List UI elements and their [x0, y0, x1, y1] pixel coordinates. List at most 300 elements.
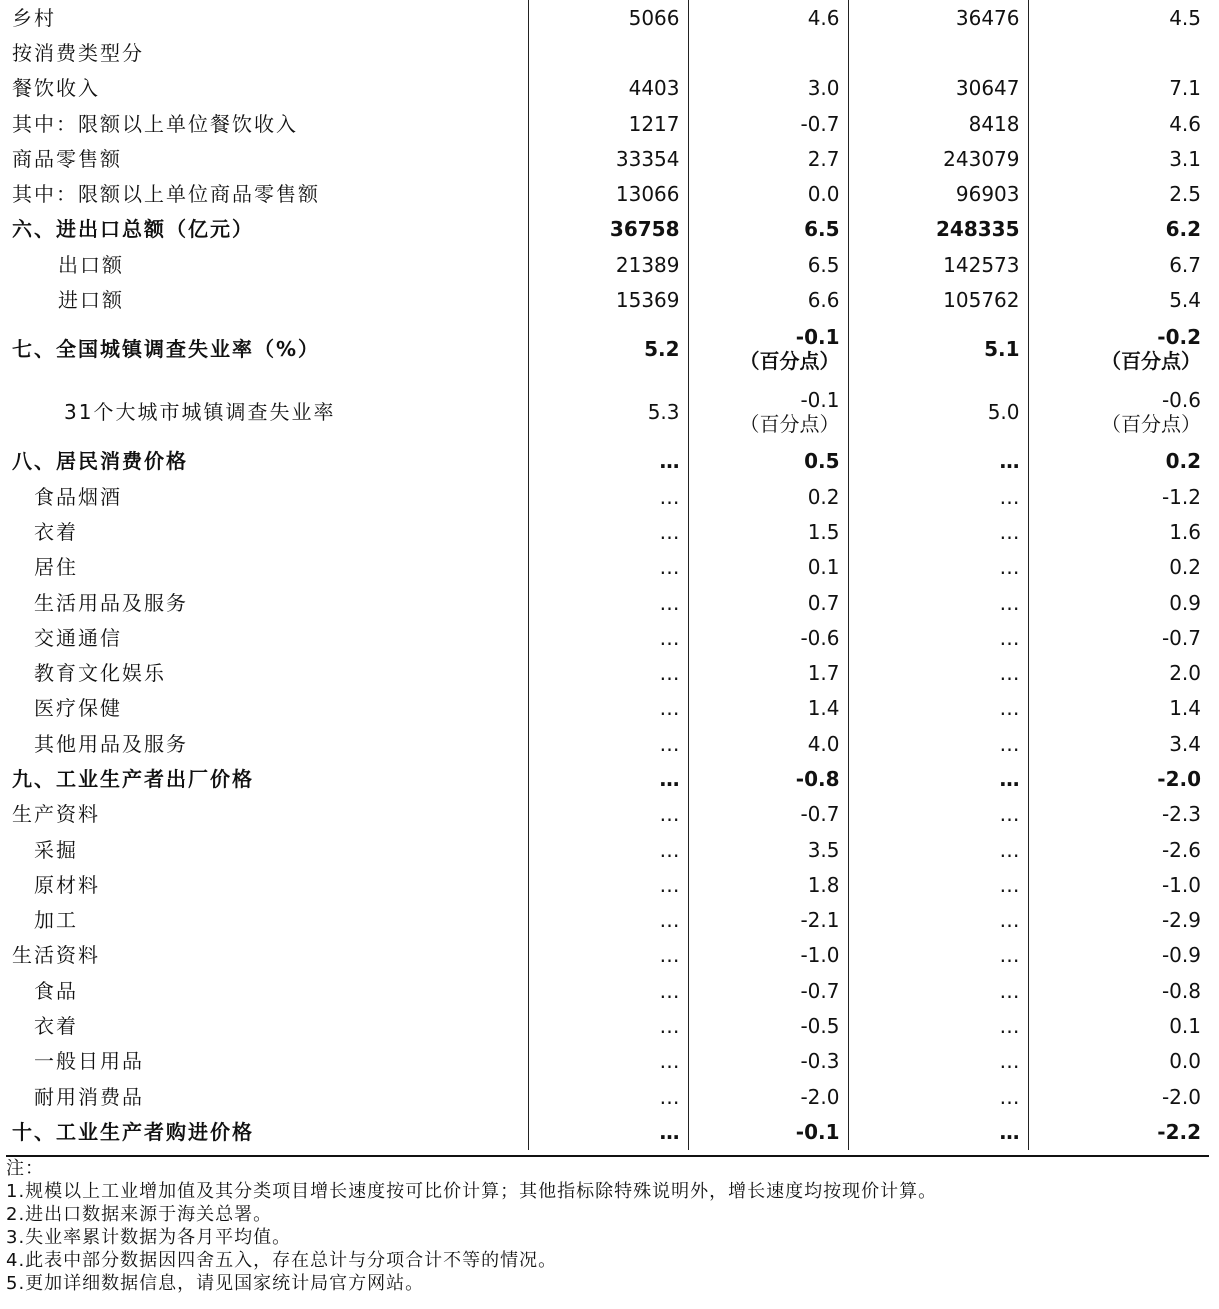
- value-cell-v2: [688, 444, 848, 479]
- value-cell-v2: [688, 381, 848, 444]
- cell-value: 4.5: [1169, 5, 1201, 30]
- cell-value: -0.7: [800, 802, 840, 827]
- cell-value: …: [659, 908, 680, 933]
- row-label: 衣着: [34, 519, 78, 544]
- table-row: [6, 282, 1209, 317]
- value-cell-v4: [1028, 585, 1209, 620]
- value-cell-v3: [848, 282, 1028, 317]
- cell-value: -2.2: [1157, 1119, 1201, 1144]
- value-cell-v1: [528, 973, 688, 1008]
- value-cell-v4: [1028, 1079, 1209, 1114]
- cell-value: …: [999, 661, 1020, 686]
- value-cell-v3: [848, 585, 1028, 620]
- value-cell-v1: [528, 444, 688, 479]
- cell-value: -0.1: [795, 1119, 840, 1144]
- cell-value: …: [999, 1084, 1020, 1109]
- cell-value: 0.1: [807, 555, 840, 580]
- value-cell-v1: [528, 655, 688, 690]
- table-row: [6, 212, 1209, 247]
- cell-unit-note: （百分点）: [739, 412, 840, 437]
- value-cell-v4: [1028, 761, 1209, 796]
- cell-value: 2.7: [807, 146, 840, 171]
- cell-value: -2.0: [1157, 766, 1201, 791]
- cell-value: …: [659, 519, 680, 544]
- cell-value: …: [999, 555, 1020, 580]
- value-cell-v2: [688, 550, 848, 585]
- table-row: [6, 381, 1209, 444]
- table-row: [6, 726, 1209, 761]
- cell-value: 0.0: [1169, 1049, 1201, 1074]
- cell-value: -2.9: [1161, 908, 1201, 933]
- cell-value: 3.5: [807, 837, 840, 862]
- cell-value: 5.4: [1169, 288, 1201, 313]
- cell-value: 3.1: [1169, 146, 1201, 171]
- cell-value: …: [999, 484, 1020, 509]
- value-cell-v2: [688, 71, 848, 106]
- value-cell-v4: [1028, 318, 1209, 381]
- cell-value: 21389: [615, 252, 680, 277]
- table-row: [6, 514, 1209, 549]
- value-cell-v1: [528, 797, 688, 832]
- cell-value: -0.6: [800, 625, 840, 650]
- cell-value: …: [999, 908, 1020, 933]
- row-label: 七、全国城镇调查失业率（%）: [12, 337, 321, 362]
- table-row: [6, 1044, 1209, 1079]
- value-cell-v3: [848, 0, 1028, 35]
- cell-value: 3.0: [807, 76, 840, 101]
- cell-value: …: [999, 1014, 1020, 1039]
- cell-value: …: [999, 731, 1020, 756]
- value-cell-v2: [688, 655, 848, 690]
- cell-value: -0.6: [1161, 388, 1201, 413]
- value-cell-v2: [688, 318, 848, 381]
- value-cell-v4: [1028, 1114, 1209, 1149]
- value-cell-v3: [848, 1114, 1028, 1149]
- cell-value: 5.1: [984, 337, 1020, 362]
- statistics-table: [6, 0, 1209, 1150]
- table-row: [6, 691, 1209, 726]
- value-cell-v2: [688, 479, 848, 514]
- value-cell-v1: [528, 620, 688, 655]
- cell-value: 13066: [615, 182, 680, 207]
- value-cell-v4: [1028, 620, 1209, 655]
- value-cell-v4: [1028, 832, 1209, 867]
- cell-value: -2.6: [1161, 837, 1201, 862]
- row-label: 原材料: [34, 872, 100, 897]
- value-cell-v3: [848, 761, 1028, 796]
- row-label: 其他用品及服务: [34, 731, 188, 756]
- value-cell-v3: [848, 35, 1028, 70]
- value-cell-v3: [848, 655, 1028, 690]
- value-cell-v1: [528, 585, 688, 620]
- value-cell-v2: [688, 938, 848, 973]
- cell-value: -2.3: [1161, 802, 1201, 827]
- cell-value: …: [659, 943, 680, 968]
- table-row: [6, 71, 1209, 106]
- cell-value: 1.8: [807, 872, 840, 897]
- row-label: 其中：限额以上单位商品零售额: [12, 182, 320, 207]
- value-cell-v3: [848, 212, 1028, 247]
- cell-value: …: [999, 943, 1020, 968]
- cell-value: 0.2: [807, 484, 840, 509]
- value-cell-v4: [1028, 550, 1209, 585]
- table-row: [6, 0, 1209, 35]
- value-cell-v4: [1028, 282, 1209, 317]
- value-cell-v1: [528, 1079, 688, 1114]
- value-cell-v1: [528, 282, 688, 317]
- cell-value: 30647: [955, 76, 1020, 101]
- table-row: [6, 620, 1209, 655]
- table-row: [6, 797, 1209, 832]
- cell-value: …: [659, 978, 680, 1003]
- table-row: [6, 106, 1209, 141]
- value-cell-v4: [1028, 479, 1209, 514]
- value-cell-v3: [848, 1044, 1028, 1079]
- value-cell-v4: [1028, 726, 1209, 761]
- value-cell-v1: [528, 1008, 688, 1043]
- cell-value: -2.0: [1161, 1084, 1201, 1109]
- row-label: 八、居民消费价格: [12, 449, 188, 474]
- note-line: 5.更加详细数据信息，请见国家统计局官方网站。: [6, 1273, 425, 1294]
- cell-value: 1.5: [807, 519, 840, 544]
- value-cell-v3: [848, 141, 1028, 176]
- value-cell-v2: [688, 106, 848, 141]
- cell-value: -0.7: [800, 111, 840, 136]
- cell-value: …: [659, 625, 680, 650]
- value-cell-v2: [688, 247, 848, 282]
- value-cell-v1: [528, 761, 688, 796]
- cell-value: 2.0: [1169, 661, 1201, 686]
- cell-value: 36758: [609, 217, 680, 242]
- cell-value: 0.0: [807, 182, 840, 207]
- value-cell-v3: [848, 444, 1028, 479]
- cell-value: 0.5: [804, 449, 840, 474]
- cell-value: 0.9: [1169, 590, 1201, 615]
- row-label: 衣着: [34, 1014, 78, 1039]
- value-cell-v4: [1028, 247, 1209, 282]
- value-cell-v2: [688, 585, 848, 620]
- value-cell-v3: [848, 247, 1028, 282]
- cell-value: 4.6: [807, 5, 840, 30]
- cell-value: …: [999, 837, 1020, 862]
- value-cell-v3: [848, 318, 1028, 381]
- row-label: 按消费类型分: [12, 40, 144, 65]
- value-cell-v3: [848, 1079, 1028, 1114]
- cell-value: 7.1: [1169, 76, 1201, 101]
- row-label: 餐饮收入: [12, 76, 100, 101]
- cell-value: …: [999, 519, 1020, 544]
- cell-value: …: [659, 1049, 680, 1074]
- cell-value: 5.0: [987, 400, 1020, 425]
- value-cell-v3: [848, 479, 1028, 514]
- value-cell-v3: [848, 381, 1028, 444]
- table-row: [6, 1008, 1209, 1043]
- table-row: [6, 761, 1209, 796]
- cell-value: …: [659, 696, 680, 721]
- value-cell-v1: [528, 691, 688, 726]
- note-line: 1.规模以上工业增加值及其分类项目增长速度按可比价计算；其他指标除特殊说明外，增长速度均按现价计算。: [6, 1181, 938, 1202]
- value-cell-v1: [528, 141, 688, 176]
- value-cell-v4: [1028, 938, 1209, 973]
- cell-value: 4.0: [807, 731, 840, 756]
- cell-value: 8418: [968, 111, 1020, 136]
- cell-value: 1217: [628, 111, 680, 136]
- value-cell-v4: [1028, 903, 1209, 938]
- row-label: 交通通信: [34, 625, 122, 650]
- cell-value: …: [659, 837, 680, 862]
- row-label: 医疗保健: [34, 696, 122, 721]
- row-label: 加工: [34, 908, 78, 933]
- value-cell-v1: [528, 1114, 688, 1149]
- row-label: 采掘: [34, 837, 78, 862]
- cell-value: 0.2: [1169, 555, 1201, 580]
- row-label: 出口额: [58, 252, 124, 277]
- value-cell-v3: [848, 691, 1028, 726]
- value-cell-v1: [528, 247, 688, 282]
- value-cell-v2: [688, 0, 848, 35]
- statistics-table-container: [6, 0, 1209, 1150]
- cell-value: 1.7: [807, 661, 840, 686]
- cell-value: …: [999, 1119, 1020, 1144]
- value-cell-v1: [528, 550, 688, 585]
- cell-value: 15369: [615, 288, 680, 313]
- value-cell-v2: [688, 282, 848, 317]
- table-row: [6, 867, 1209, 902]
- row-label: 乡村: [12, 5, 56, 30]
- table-row: [6, 585, 1209, 620]
- cell-value: 248335: [936, 217, 1020, 242]
- notes-heading: 注：: [6, 1158, 44, 1179]
- value-cell-v1: [528, 318, 688, 381]
- cell-value: …: [999, 590, 1020, 615]
- cell-value: -0.9: [1161, 943, 1201, 968]
- cell-value: -1.2: [1161, 484, 1201, 509]
- row-label: 食品: [34, 978, 78, 1003]
- row-label: 九、工业生产者出厂价格: [12, 766, 254, 791]
- row-label: 耐用消费品: [34, 1084, 144, 1109]
- value-cell-v1: [528, 938, 688, 973]
- cell-value: …: [999, 449, 1020, 474]
- note-line: 2.进出口数据来源于海关总署。: [6, 1204, 273, 1225]
- cell-value: 5.2: [644, 337, 680, 362]
- cell-value: 33354: [615, 146, 680, 171]
- value-cell-v2: [688, 1079, 848, 1114]
- table-row: [6, 247, 1209, 282]
- cell-value: 0.2: [1165, 449, 1201, 474]
- cell-value: 6.5: [807, 252, 840, 277]
- value-cell-v4: [1028, 655, 1209, 690]
- table-body: [6, 0, 1209, 1150]
- cell-value: …: [659, 1119, 680, 1144]
- cell-value: 142573: [943, 252, 1020, 277]
- value-cell-v3: [848, 550, 1028, 585]
- note-line: 3.失业率累计数据为各月平均值。: [6, 1227, 292, 1248]
- value-cell-v2: [688, 867, 848, 902]
- value-cell-v4: [1028, 797, 1209, 832]
- cell-value: 4403: [628, 76, 680, 101]
- cell-unit-note: （百分点）: [1101, 349, 1201, 374]
- footnotes: [6, 1157, 1209, 1295]
- cell-value: …: [659, 484, 680, 509]
- cell-value: …: [999, 872, 1020, 897]
- value-cell-v1: [528, 106, 688, 141]
- value-cell-v3: [848, 176, 1028, 211]
- table-row: [6, 973, 1209, 1008]
- value-cell-v2: [688, 1008, 848, 1043]
- value-cell-v4: [1028, 212, 1209, 247]
- value-cell-v3: [848, 514, 1028, 549]
- value-cell-v4: [1028, 1008, 1209, 1043]
- cell-value: -2.0: [800, 1084, 840, 1109]
- table-row: [6, 141, 1209, 176]
- value-cell-v3: [848, 903, 1028, 938]
- value-cell-v2: [688, 726, 848, 761]
- value-cell-v3: [848, 71, 1028, 106]
- value-cell-v1: [528, 867, 688, 902]
- cell-value: 6.5: [804, 217, 840, 242]
- value-cell-v1: [528, 176, 688, 211]
- row-label: 商品零售额: [12, 146, 122, 171]
- cell-value: 6.2: [1165, 217, 1201, 242]
- value-cell-v4: [1028, 691, 1209, 726]
- cell-value: -0.5: [800, 1014, 840, 1039]
- cell-value: 4.6: [1169, 111, 1201, 136]
- value-cell-v4: [1028, 381, 1209, 444]
- value-cell-v1: [528, 514, 688, 549]
- cell-value: …: [999, 1049, 1020, 1074]
- cell-value: …: [659, 590, 680, 615]
- cell-value: -0.8: [795, 766, 840, 791]
- value-cell-v4: [1028, 1044, 1209, 1079]
- value-cell-v2: [688, 514, 848, 549]
- value-cell-v2: [688, 832, 848, 867]
- cell-value: 5066: [628, 5, 680, 30]
- value-cell-v3: [848, 1008, 1028, 1043]
- cell-value: -0.1: [795, 325, 840, 350]
- cell-value: -0.1: [800, 388, 840, 413]
- table-row: [6, 176, 1209, 211]
- value-cell-v4: [1028, 106, 1209, 141]
- row-label: 六、进出口总额（亿元）: [12, 217, 254, 242]
- cell-value: …: [659, 555, 680, 580]
- value-cell-v2: [688, 176, 848, 211]
- value-cell-v4: [1028, 71, 1209, 106]
- row-label: 食品烟酒: [34, 484, 122, 509]
- cell-value: -0.3: [800, 1049, 840, 1074]
- cell-value: 0.1: [1169, 1014, 1201, 1039]
- cell-value: -1.0: [1161, 872, 1201, 897]
- cell-value: -2.1: [800, 908, 840, 933]
- cell-value: …: [659, 449, 680, 474]
- value-cell-v1: [528, 479, 688, 514]
- row-label: 31个大城市城镇调查失业率: [64, 400, 336, 425]
- row-label: 生活资料: [12, 943, 100, 968]
- row-label: 居住: [34, 555, 78, 580]
- table-row: [6, 35, 1209, 70]
- row-label: 生活用品及服务: [34, 590, 188, 615]
- value-cell-v1: [528, 903, 688, 938]
- cell-value: …: [659, 1014, 680, 1039]
- value-cell-v4: [1028, 444, 1209, 479]
- value-cell-v2: [688, 797, 848, 832]
- table-row: [6, 655, 1209, 690]
- row-label: 其中：限额以上单位餐饮收入: [12, 111, 298, 136]
- value-cell-v2: [688, 903, 848, 938]
- value-cell-v2: [688, 35, 848, 70]
- cell-value: …: [659, 1084, 680, 1109]
- value-cell-v4: [1028, 0, 1209, 35]
- table-row: [6, 1079, 1209, 1114]
- table-row: [6, 444, 1209, 479]
- value-cell-v3: [848, 620, 1028, 655]
- cell-value: -0.8: [1161, 978, 1201, 1003]
- cell-value: 6.6: [807, 288, 840, 313]
- value-cell-v2: [688, 141, 848, 176]
- row-label: 生产资料: [12, 802, 100, 827]
- value-cell-v4: [1028, 176, 1209, 211]
- cell-unit-note: （百分点）: [1101, 412, 1201, 437]
- cell-value: …: [999, 696, 1020, 721]
- cell-value: …: [999, 766, 1020, 791]
- cell-value: -0.7: [1161, 625, 1201, 650]
- value-cell-v2: [688, 620, 848, 655]
- value-cell-v1: [528, 0, 688, 35]
- cell-value: 6.7: [1169, 252, 1201, 277]
- cell-value: …: [659, 766, 680, 791]
- row-label: 教育文化娱乐: [34, 661, 166, 686]
- cell-value: -0.7: [800, 978, 840, 1003]
- cell-value: 1.6: [1169, 519, 1201, 544]
- table-row: [6, 318, 1209, 381]
- value-cell-v3: [848, 797, 1028, 832]
- table-row: [6, 550, 1209, 585]
- value-cell-v1: [528, 381, 688, 444]
- value-cell-v2: [688, 691, 848, 726]
- row-label: 进口额: [58, 288, 124, 313]
- value-cell-v3: [848, 106, 1028, 141]
- cell-value: …: [999, 802, 1020, 827]
- cell-value: …: [659, 872, 680, 897]
- value-cell-v4: [1028, 973, 1209, 1008]
- row-label: 一般日用品: [34, 1049, 144, 1074]
- value-cell-v3: [848, 726, 1028, 761]
- value-cell-v4: [1028, 35, 1209, 70]
- value-cell-v1: [528, 832, 688, 867]
- cell-unit-note: （百分点）: [739, 349, 840, 374]
- value-cell-v1: [528, 212, 688, 247]
- value-cell-v2: [688, 1114, 848, 1149]
- value-cell-v4: [1028, 514, 1209, 549]
- cell-value: 105762: [943, 288, 1020, 313]
- value-cell-v2: [688, 973, 848, 1008]
- value-cell-v1: [528, 726, 688, 761]
- cell-value: 5.3: [647, 400, 680, 425]
- table-row: [6, 832, 1209, 867]
- cell-value: 2.5: [1169, 182, 1201, 207]
- value-cell-v3: [848, 867, 1028, 902]
- note-line: 4.此表中部分数据因四舍五入，存在总计与分项合计不等的情况。: [6, 1250, 558, 1271]
- table-row: [6, 1114, 1209, 1149]
- cell-value: 243079: [943, 146, 1020, 171]
- cell-value: …: [659, 661, 680, 686]
- table-row: [6, 938, 1209, 973]
- table-row: [6, 903, 1209, 938]
- value-cell-v4: [1028, 141, 1209, 176]
- cell-value: 1.4: [807, 696, 840, 721]
- cell-value: 1.4: [1169, 696, 1201, 721]
- value-cell-v1: [528, 35, 688, 70]
- cell-value: …: [659, 802, 680, 827]
